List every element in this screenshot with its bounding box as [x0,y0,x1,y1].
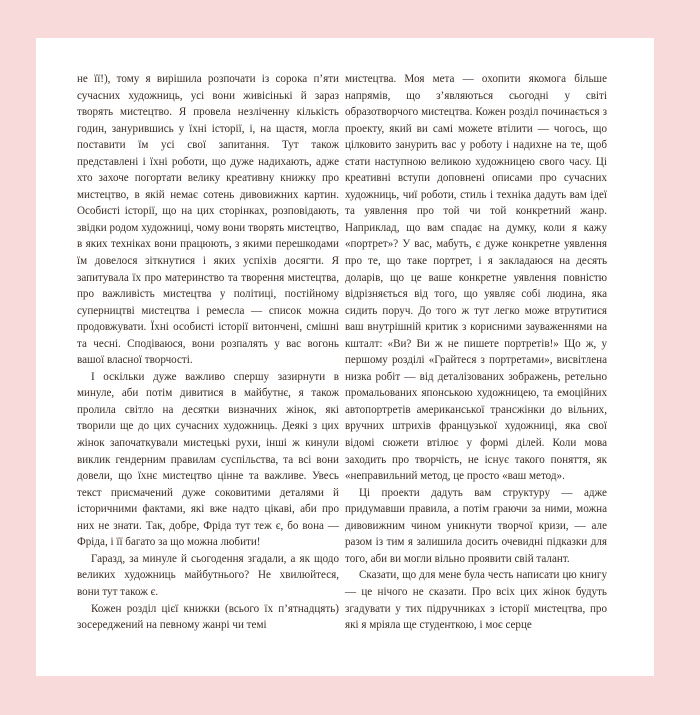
paragraph: Кожен розділ цієї книжки (всього їх п’ятнадцять) зосереджений на певному жанрі чи темі [77,602,339,632]
paragraph: Ці проекти дадуть вам структуру — адже придумавши правила, а потім граючи за ними, можна дивовижним чином уникнути творчої кризи, — але разом із тим я залишила досить очевидні підказки для того, аби ви могли вільно проявити свій талант. [345,486,607,565]
text-column-right [345,71,607,634]
paragraph: мистецтва. Моя мета — охопити якомога більше напрямів, що з’являються сьогодні у світі образотворчого мистецтва. Кожен розділ починається з проекту, який ви самі можете втілити — чогось, що цілковито занурить вас у роботу і надихне на те, щоб стати наступною великою художницею свого часу. Ці креативні вступи доповнені описами про сучасних художниць, чиї роботи, стиль і техніка дадуть вам ідеї та уявлення про той чи той конкретний жанр. Наприклад, що вам спадає на думку, коли я кажу «портрет»? У вас, мабуть, є дуже конкретне уявлення про те, що таке портрет, і я закладаюся на десять доларів, що це ваше конкретне уявлення повністю відрізняється від того, що уявляє собі людина, яка сидить поруч. До того ж тут легко може втрутитися ваш внутрішній критик з корисними зауваженнями на кшталт: «Ви? Ви ж не пишете портретів!» Що ж, у першому розділі «Грайтеся з портретами», висвітлена низка робіт — від деталізованих зображень, ретельно промальованих японською художницею, та емоційних автопортретів американської трансжінки до вільних, вручних штрихів французької художниці, яка свої відомі сюжети втілює у формі ділей. Коли мова заходить про творчість, не існує такого поняття, як «неправильний метод, це просто «ваш метод». [345,73,607,483]
paragraph: не її!), тому я вирішила розпочати із сорока п’яти сучасних художниць, усі вони живісінькі й зараз творять мистецтво. Я провела незліченну кількість годин, занурившись у їхні історії, і, на щастя, могла поставити їм усі свої запитання. Тут також представлені і їхні роботи, що дуже надихають, адже хто захоче погортати велику креативну книжку про мистецтво, в якій немає сотень дивовижних картин. Особисті історії, що на цих сторінках, розповідають, звідки родом художниці, чому вони творять мистецтво, в яких техніках вони працюють, з якими перешкодами їм довелося зіткнутися і яких успіхів досягти. Я запитувала їх про материнство та творення мистецтва, про важливість мистецтва у політиці, постійному суперництві мистецтва і ремесла — список можна продовжувати. Їхні особисті історії витончені, смішні та чесні. Сподіваюся, вони розпалять у вас вогонь вашої власної творчості. [77,73,339,367]
book-page [36,38,654,676]
paragraph: Гаразд, за минуле й сьогодення згадали, а як щодо великих художниць майбутнього? Не хвилюйтеся, вони тут також є. [77,552,339,598]
paragraph: І оскільки дуже важливо спершу зазирнути в минуле, аби потім дивитися в майбутнє, я також пролила світло на десятки визначних жінок, які творили ще до цих сучасних художниць. Деякі з цих жінок започаткували мистецькі рухи, інші ж кинули виклик гендерним правилам суспільства, та всі вони довели, що їхнє мистецтво цінне та важливе. Увесь текст присмачений дуже соковитими деталями й історичними фактами, які вже надто цікаві, аби про них не знати. Так, добре, Фріда тут теж є, бо вона — Фріда, і її багато за що можна любити! [77,370,339,549]
paragraph: Сказати, що для мене була честь написати цю книгу — це нічого не сказати. Про всіх цих жінок будуть згадувати у тих підручниках з історії мистецтва, про які я мріяла ще студенткою, і моє серце [345,569,607,632]
text-column-left [77,71,339,634]
